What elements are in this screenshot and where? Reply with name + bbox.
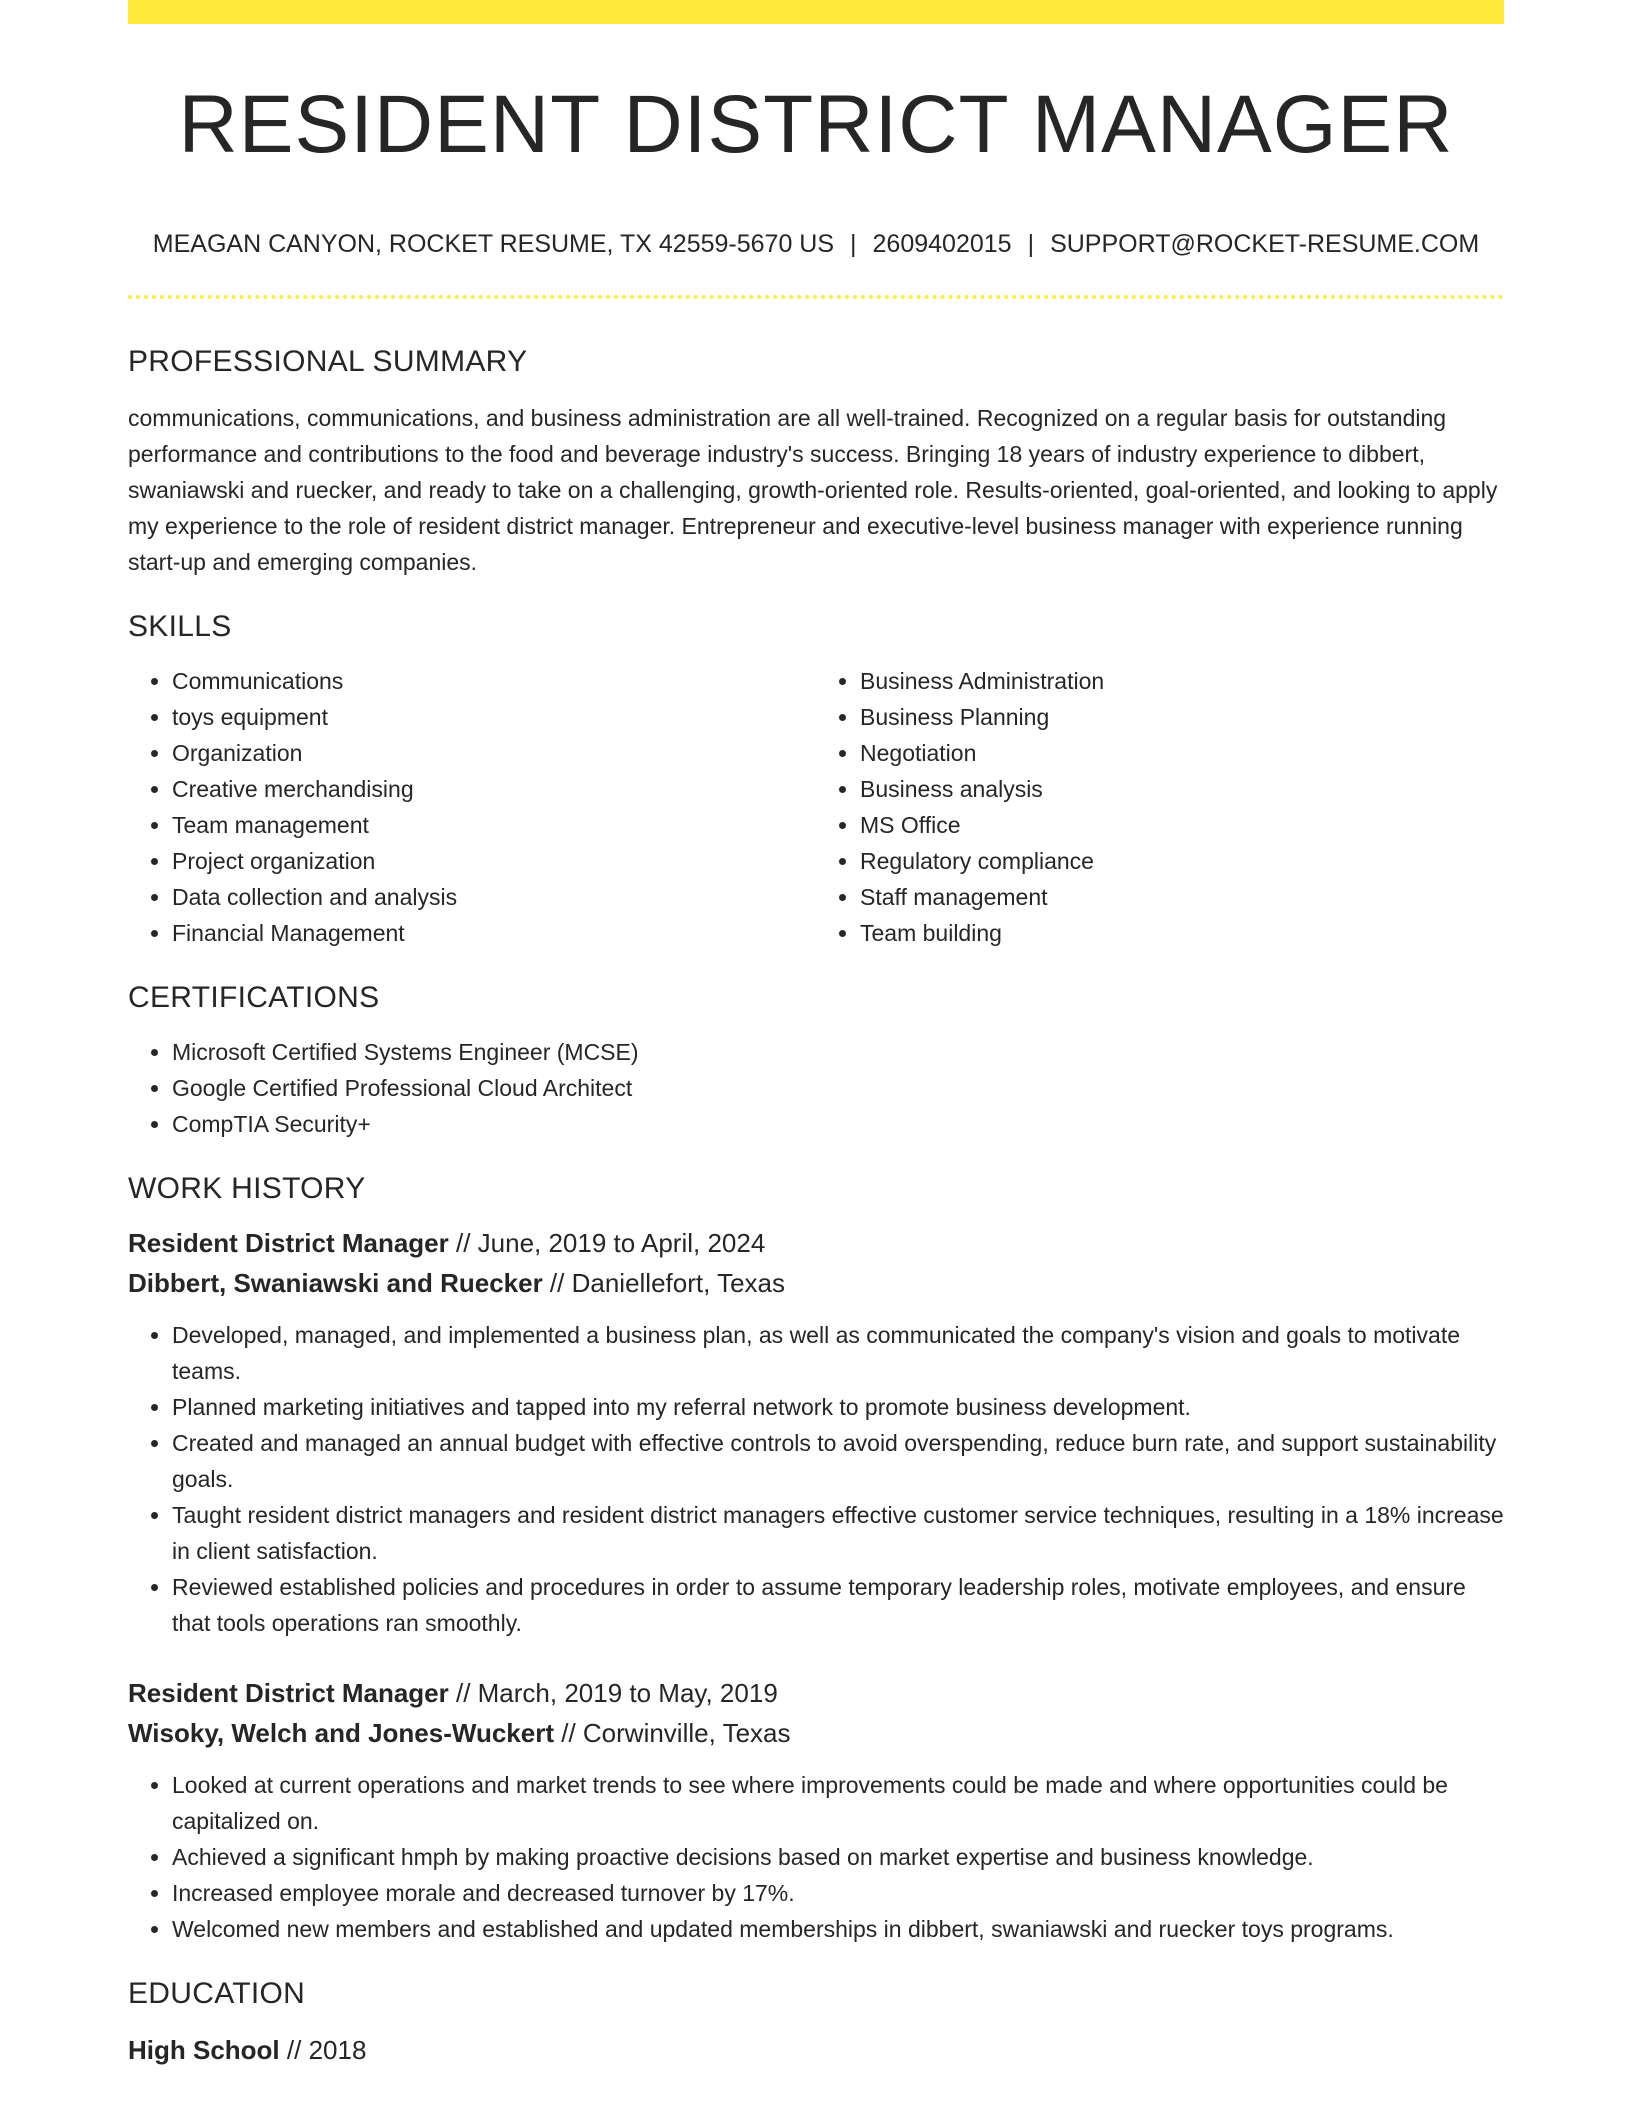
job-dates: // June, 2019 to April, 2024 <box>448 1228 766 1258</box>
skill-item: • Business analysis <box>860 771 1504 807</box>
skill-item: • Communications <box>172 663 816 699</box>
job-location: // Corwinville, Texas <box>554 1718 791 1748</box>
certifications-list <box>128 1034 1504 1142</box>
resume-page <box>128 0 1504 2070</box>
certification-item: • Microsoft Certified Systems Engineer (MCSE) <box>172 1034 1504 1070</box>
contact-separator: | <box>1027 230 1035 258</box>
skill-item: • Staff management <box>860 879 1504 915</box>
education-line <box>128 2030 1504 2070</box>
job-role-line <box>128 1223 1504 1263</box>
resume-title: RESIDENT DISTRICT MANAGER <box>178 79 1454 170</box>
skill-item: • Creative merchandising <box>172 771 816 807</box>
skills-column-left <box>128 663 816 951</box>
skill-item: • Business Administration <box>860 663 1504 699</box>
job-company-line <box>128 1263 1504 1303</box>
skill-item: • Team building <box>860 915 1504 951</box>
job-role: Resident District Manager <box>128 1678 449 1708</box>
job-company: Wisoky, Welch and Jones-Wuckert <box>128 1718 554 1748</box>
job-bullet: • Created and managed an annual budget with effective controls to avoid overspending, reduce burn rate, and support sustainability goals. <box>172 1425 1504 1497</box>
job-bullet: • Increased employee morale and decreased turnover by 17%. <box>172 1875 1504 1911</box>
job-bullet: • Planned marketing initiatives and tapped into my referral network to promote business development. <box>172 1389 1504 1425</box>
job-role-line <box>128 1673 1504 1713</box>
contact-email: SUPPORT@ROCKET-RESUME.COM <box>1050 230 1480 258</box>
contact-line <box>128 232 1504 257</box>
job-bullet: • Welcomed new members and established and updated memberships in dibbert, swaniawski and ruecker toys programs. <box>172 1911 1504 1947</box>
work-history-heading: WORK HISTORY <box>128 1172 366 1205</box>
job-company-line <box>128 1713 1504 1753</box>
job-role: Resident District Manager <box>128 1228 449 1258</box>
job-bullet: • Achieved a significant hmph by making proactive decisions based on market expertise and business knowledge. <box>172 1839 1504 1875</box>
skill-item: • Team management <box>172 807 816 843</box>
skill-item: • Project organization <box>172 843 816 879</box>
certifications-heading: CERTIFICATIONS <box>128 981 380 1014</box>
skill-item: • Organization <box>172 735 816 771</box>
skill-item: • Business Planning <box>860 699 1504 735</box>
skills-column-right <box>816 663 1504 951</box>
summary-text: communications, communications, and business administration are all well-trained. Recognized on a regular basis for outstanding performance and contributions to the food and beverage industry's success. Bringing 18 years of industry experience to dibbert, swaniawski and ruecker, and ready to take on a challenging, growth-oriented role. Results-oriented, goal-oriented, and looking to apply my experience to the role of resident district manager. Entrepreneur and executive-level business manager with experience running start-up and emerging companies. <box>128 405 1498 575</box>
education-heading: EDUCATION <box>128 1977 306 2010</box>
skills-grid <box>128 663 1504 951</box>
job-dates: // March, 2019 to May, 2019 <box>448 1678 778 1708</box>
skill-item: • Negotiation <box>860 735 1504 771</box>
skill-item: • MS Office <box>860 807 1504 843</box>
job-location: // Daniellefort, Texas <box>542 1268 786 1298</box>
summary-heading: PROFESSIONAL SUMMARY <box>128 345 528 378</box>
contact-separator: | <box>850 230 857 258</box>
skill-item: • Data collection and analysis <box>172 879 816 915</box>
education-year: // 2018 <box>279 2035 367 2065</box>
contact-phone: 2609402015 <box>872 230 1012 258</box>
skill-item: • Financial Management <box>172 915 816 951</box>
skill-item: • toys equipment <box>172 699 816 735</box>
certification-item: • CompTIA Security+ <box>172 1106 1504 1142</box>
skill-item: • Regulatory compliance <box>860 843 1504 879</box>
accent-top-bar <box>128 0 1504 24</box>
job-company: Dibbert, Swaniawski and Ruecker <box>128 1268 543 1298</box>
education-school: High School <box>128 2035 280 2065</box>
job-bullets <box>128 1317 1504 1641</box>
job-bullet: • Reviewed established policies and procedures in order to assume temporary leadership roles, motivate employees, and ensure that tools operations ran smoothly. <box>172 1569 1504 1641</box>
job-bullet: • Looked at current operations and market trends to see where improvements could be made and where opportunities could be capitalized on. <box>172 1767 1504 1839</box>
job-bullet: • Taught resident district managers and resident district managers effective customer service techniques, resulting in a 18% increase in client satisfaction. <box>172 1497 1504 1569</box>
dotted-divider <box>128 295 1504 299</box>
contact-address: MEAGAN CANYON, ROCKET RESUME, TX 42559-5670 US <box>152 230 835 258</box>
job-bullet: • Developed, managed, and implemented a business plan, as well as communicated the company's vision and goals to motivate teams. <box>172 1317 1504 1389</box>
certification-item: • Google Certified Professional Cloud Architect <box>172 1070 1504 1106</box>
skills-heading: SKILLS <box>128 610 232 643</box>
job-bullets <box>128 1767 1504 1947</box>
